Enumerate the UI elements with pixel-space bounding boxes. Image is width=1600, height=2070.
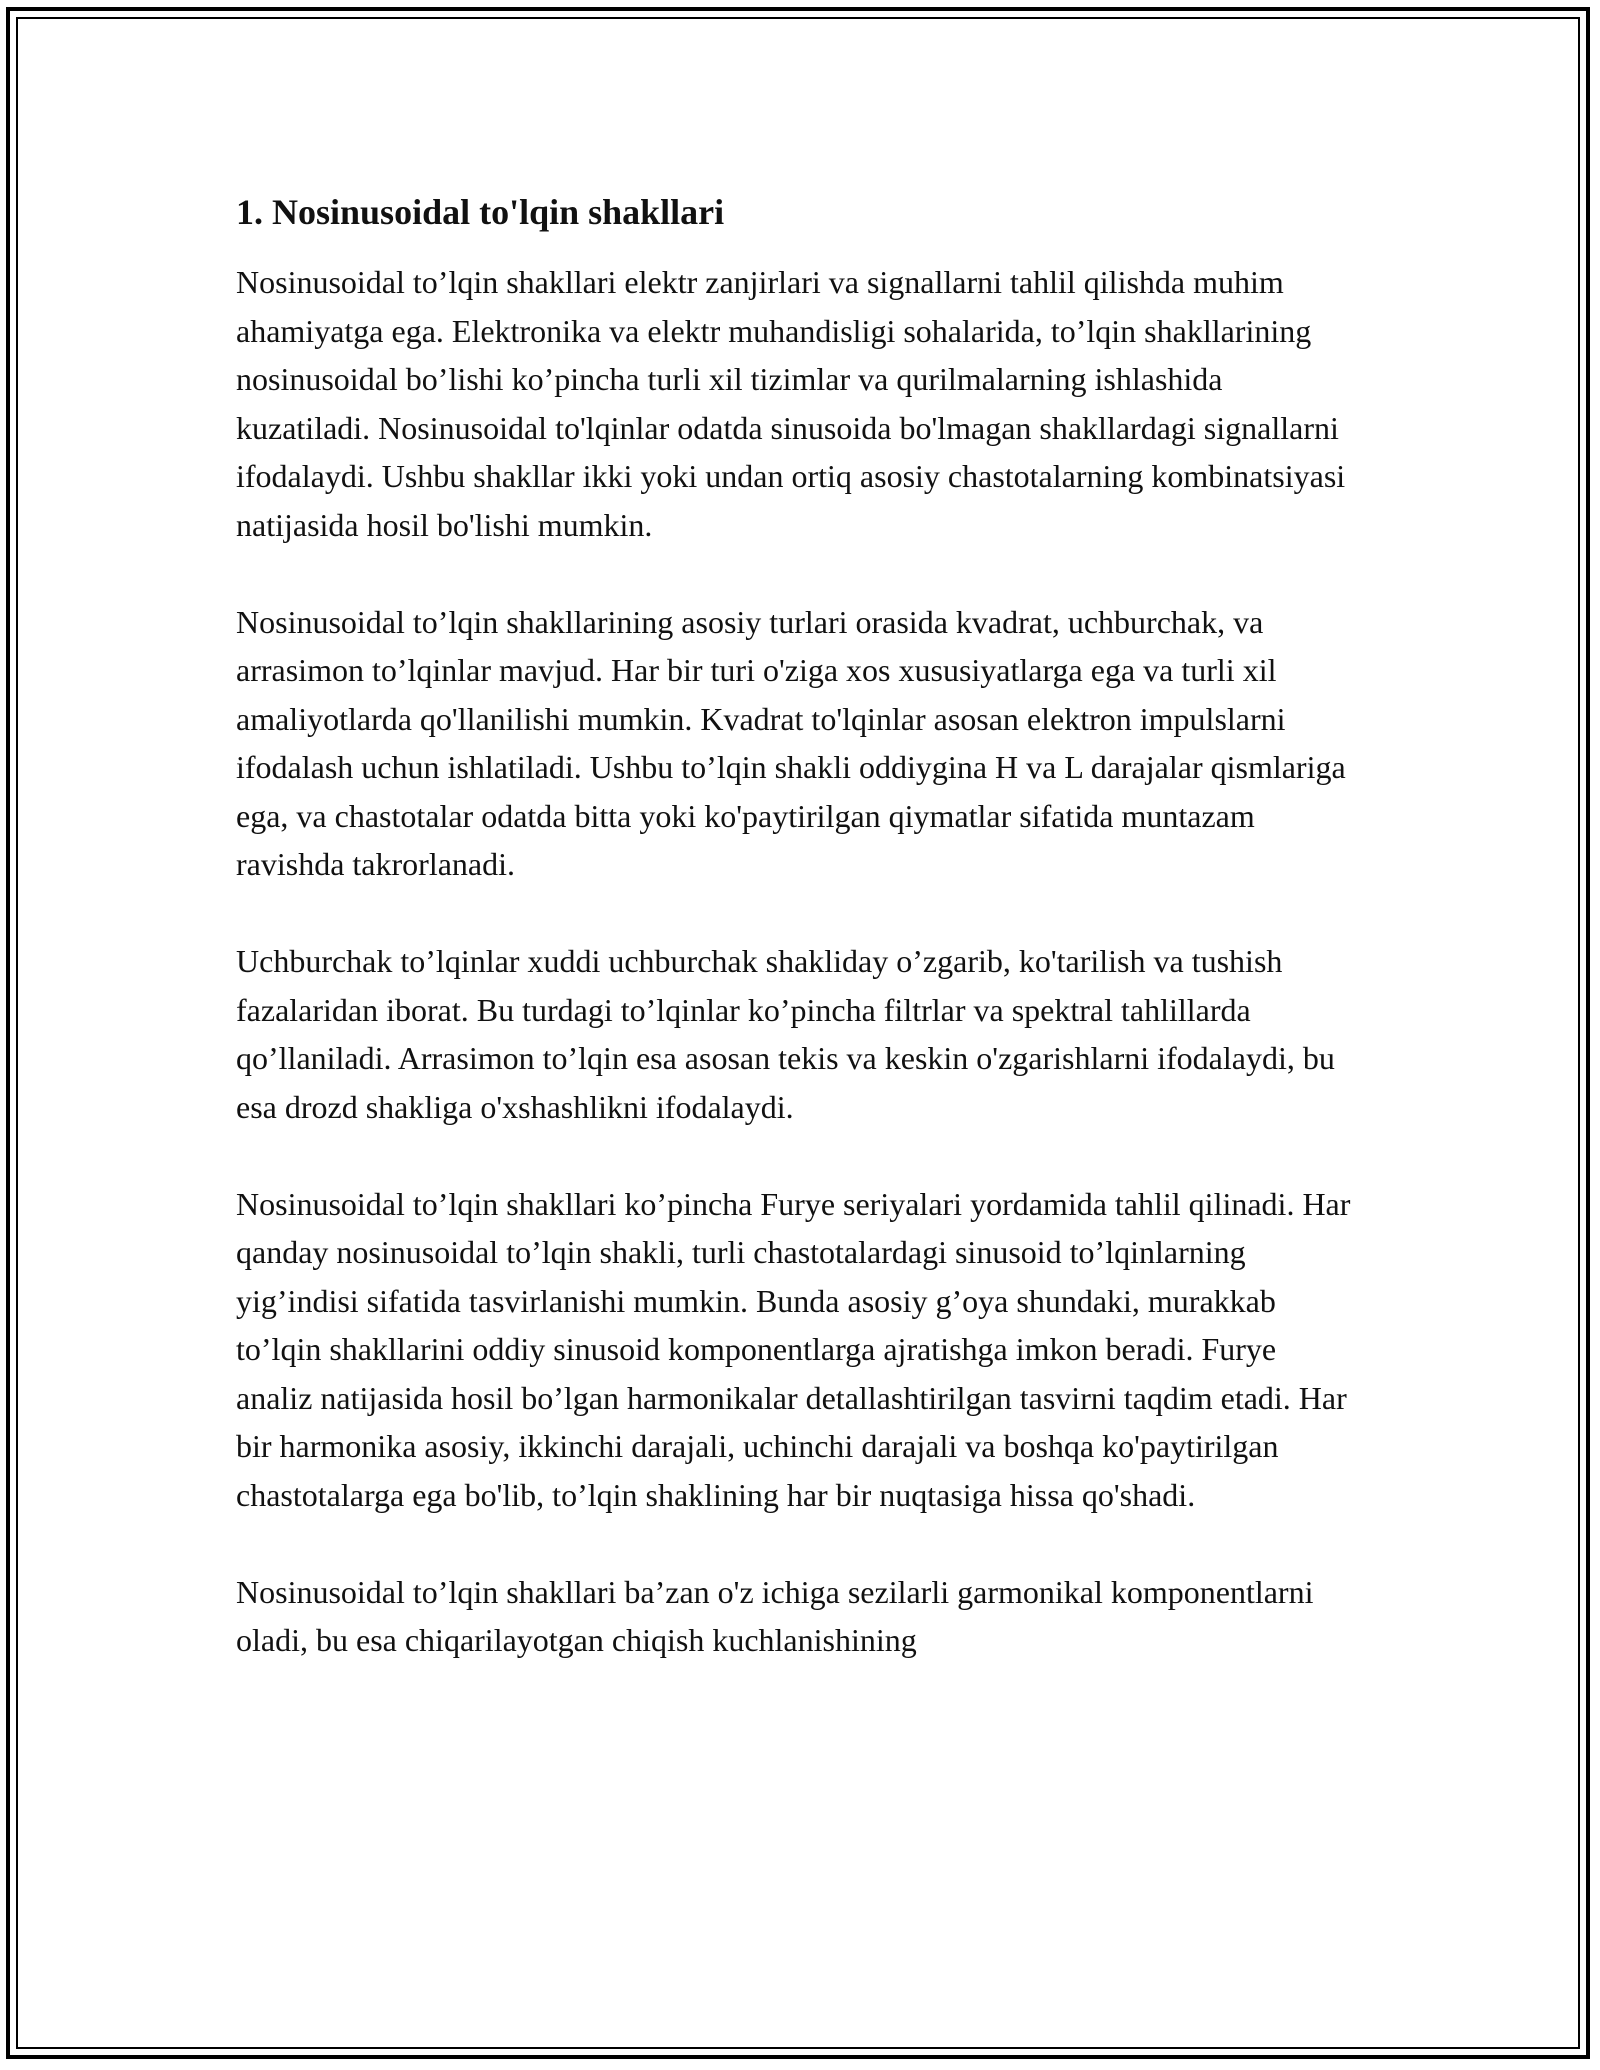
paragraph-5: Nosinusoidal to’lqin shakllari ba’zan o'z ichiga sezilarli garmonikal komponentlarni oladi, bu esa chiqarilayotgan chiqish kuchlanishining	[236, 1573, 1314, 1658]
document-body	[236, 188, 1356, 1665]
paragraph-3: Uchburchak to’lqinlar xuddi uchburchak shakliday o’zgarib, ko'tarilish va tushish fazalaridan iborat. Bu turdagi to’lqinlar ko’pincha filtrlar va spektral tahlillarda qo’llaniladi. Arrasimon to’lqin esa asosan tekis va keskin o'zgarishlarni ifodalaydi, bu esa drozd shakliga o'xshashlikni ifodalaydi.	[236, 943, 1335, 1125]
section-heading: 1. Nosinusoidal to'lqin shakllari	[236, 192, 725, 232]
paragraph-4: Nosinusoidal to’lqin shakllari ko’pincha Furye seriyalari yordamida tahlil qilinadi. Har qanday nosinusoidal to’lqin shakli, turli chastotalardagi sinusoid to’lqinlarning yig’indisi sifatida tasvirlanishi mumkin. Bunda asosiy g’oya shundaki, murakkab to’lqin shakllarini oddiy sinusoid komponentlarga ajratishga imkon beradi. Furye analiz natijasida hosil bo’lgan harmonikalar detallashtirilgan tasvirni taqdim etadi. Har bir harmonika asosiy, ikkinchi darajali, uchinchi darajali va boshqa ko'paytirilgan chastotalarga ega bo'lib, to’lqin shaklining har bir nuqtasiga hissa qo'shadi.	[236, 1185, 1351, 1513]
paragraph-2: Nosinusoidal to’lqin shakllarining asosiy turlari orasida kvadrat, uchburchak, va arrasimon to’lqinlar mavjud. Har bir turi o'ziga xos xususiyatlarga ega va turli xil amaliyotlarda qo'llanilishi mumkin. Kvadrat to'lqinlar asosan elektron impulslarni ifodalash uchun ishlatiladi. Ushbu to’lqin shakli oddiygina H va L darajalar qismlariga ega, va chastotalar odatda bitta yoki ko'paytirilgan qiymatlar sifatida muntazam ravishda takrorlanadi.	[236, 603, 1346, 882]
paragraph-1: Nosinusoidal to’lqin shakllari elektr zanjirlari va signallarni tahlil qilishda muhim ahamiyatga ega. Elektronika va elektr muhandisligi sohalarida, to’lqin shakllarining nosinusoidal bo’lishi ko’pincha turli xil tizimlar va qurilmalarning ishlashida kuzatiladi. Nosinusoidal to'lqinlar odatda sinusoida bo'lmagan shakllardagi signallarni ifodalaydi. Ushbu shakllar ikki yoki undan ortiq asosiy chastotalarning kombinatsiyasi natijasida hosil bo'lishi mumkin.	[236, 264, 1346, 543]
